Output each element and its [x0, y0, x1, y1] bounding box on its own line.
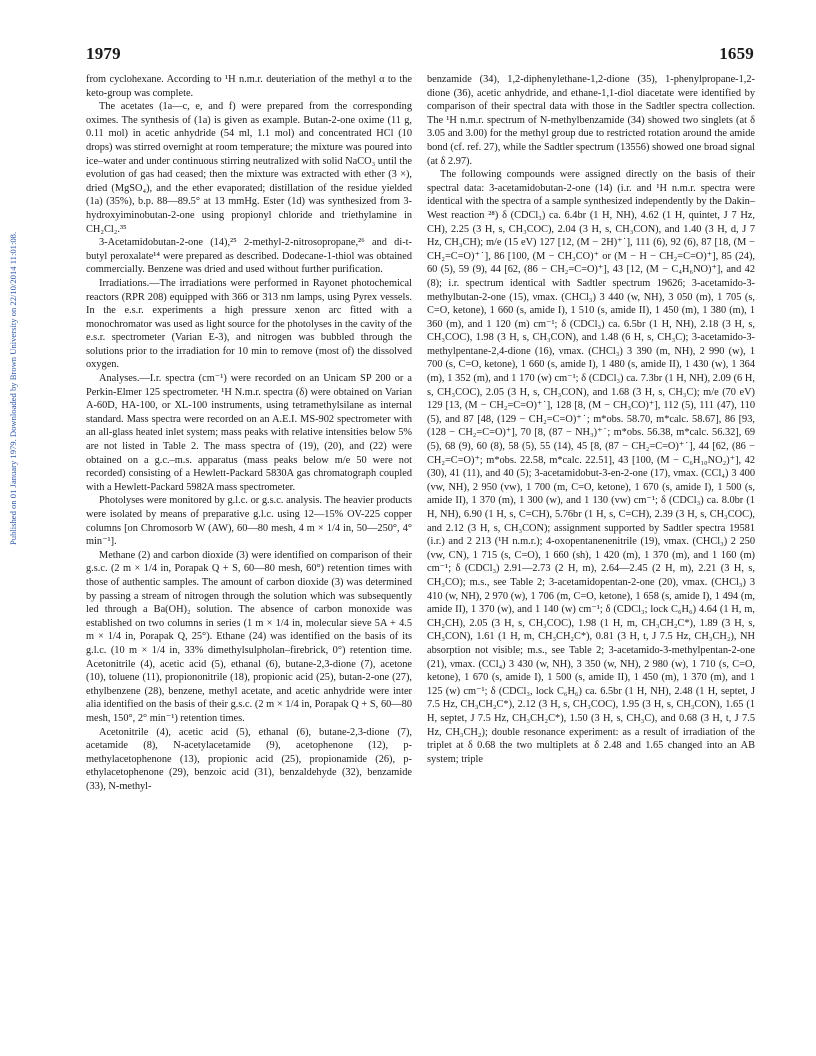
paragraph: from cyclohexane. According to ¹H n.m.r. deuteriation of the methyl α to the keto-group was complete.: [86, 74, 412, 99]
right-column: [427, 73, 755, 766]
paragraph: 3-Acetamidobutan-2-one (14),²⁵ 2-methyl-2-nitrosopropane,²⁶ and di-t-butyl peroxalate¹⁴ were prepared as described. Dodecane-1-thiol was obtained commercially. Benzene was dried and used without further purification.: [86, 237, 412, 276]
paragraph: Methane (2) and carbon dioxide (3) were identified on comparison of their g.s.c. (2 m × 1/4 in, Porapak Q + S, 60—80 mesh, 60°) retention times with those of authentic samples. The amount of carbon dioxide (3) was determined by passing a stream of nitrogen through the solution which was subsequently led through a Ba(OH)₂ solution. The absence of carbon monoxide was established on two columns in series (1 m × 1/4 in, molecular sieve 5A + 4.5 m × 1/4 in, Porapak Q, 25°). Ethane (24) was identified on the basis of its g.l.c. (10 m × 1/4 in, 33% dimethylsulpholan–firebrick, 0°) retention time. Acetonitrile (4), acetic acid (5), ethanal (6), butane-2,3-dione (7), acetone (10), toluene (11), propiononitrile (18), propionic acid (25), butan-2-one (27), ethylbenzene (28), benzene, methyl acetate, and acetic anhydride were inter alia identified on the basis of their g.s.c. (2 m × 1/4 in, Porapak Q + S, 60—80 mesh, 150°, 2° min⁻¹) retention times.: [86, 549, 412, 724]
running-header-year: 1979: [86, 44, 121, 63]
paragraph: The acetates (1a—c, e, and f) were prepared from the corresponding oximes. The synthesis of (1a) is given as example. Butan-2-one oxime (11 g, 0.11 mol) in acetic anhydride (54 ml, 1.1 mol) and concentrated HCl (10 drops) was stirred overnight at room temperature; the mixture was poured into ice–water and under continuous stirring neutralized with solid NaCO₃ until the evolution of gas had ceased; then the mixture was extracted with ether (3 ×), dried (MgSO₄), and the ether evaporated; distillation of the residue yielded (1a) (35%), b.p. 88—89.5° at 13 mmHg. Ester (1d) was synthesized from 3-hydroxyiminobutan-2-one using propionyl chloride and triethylamine in CH₂Cl₂.³⁵: [86, 101, 412, 235]
provenance-watermark: Published on 01 January 1979. Downloaded by Brown University on 22/10/2014 11:01:08.: [8, 231, 18, 545]
paragraph: Irradiations.—The irradiations were performed in Rayonet photochemical reactors (RPR 208) equipped with 366 or 313 nm lamps, using Pyrex vessels. In the e.s.r. experiments a high pressure xenon arc fitted with a monochromator was used as light source for the photolyses in the cavity of the e.s.r. spectrometer (Varian E-3), and nitrogen was bubbled through the solutions prior to the irradiation for 10 min to remove (most of) the dissolved oxygen.: [86, 277, 412, 371]
page-number: 1659: [719, 44, 754, 63]
paragraph: Acetonitrile (4), acetic acid (5), ethanal (6), butane-2,3-dione (7), acetamide (8), N-acetylacetamide (9), acetophenone (12), p-methylacetophenone (13), propionic acid (25), propionamide (26), p-ethylacetophenone (29), benzoic acid (31), benzaldehyde (32), benzamide (33), N-methyl-: [86, 726, 412, 792]
paragraph: benzamide (34), 1,2-diphenylethane-1,2-dione (35), 1-phenylpropane-1,2-dione (36), acetic anhydride, and ethane-1,1-diol diacetate were identified by comparison of their spectral data with those in the Sadtler spectra collection. The ¹H n.m.r. spectrum of N-methylbenzamide (34) showed two singlets (at δ 3.05 and 3.00) for the methyl group due to restricted rotation around the amide bond (cf. ref. 27), while the Sadtler spectrum (13556) showed one broad signal (at δ 2.97).: [427, 74, 755, 167]
paragraph: Photolyses were monitored by g.l.c. or g.s.c. analysis. The heavier products were isolated by means of preparative g.l.c. using 12—15% OV-225 copper columns [on Chromosorb W (AW), 60—80 mesh, 4 m × 1/4 in, 50—250°, 4° min⁻¹].: [86, 495, 412, 548]
paragraph: Analyses.—I.r. spectra (cm⁻¹) were recorded on an Unicam SP 200 or a Perkin-Elmer 125 spectrometer. ¹H N.m.r. spectra (δ) were obtained on Varian A-60D, HA-100, or XL-100 instruments, using tetramethylsilane as internal standard. Mass spectra were recorded on an A.E.I. MS-902 spectrometer with an all-glass heated inlet system; mass peaks with relative intensities below 5% are not listed in Table 2. The mass spectra of (19), (20), and (22) were obtained on a g.c.–m.s. apparatus (mass peaks below m/e 50 were not recorded) consisting of a Hewlett-Packard 5830A gas chromatograph coupled with a Hewlett-Packard 5982A mass spectrometer.: [86, 373, 412, 493]
paragraph: The following compounds were assigned directly on the basis of their spectral data: 3-acetamidobutan-2-one (14) (i.r. and ¹H n.m.r. spectra were identical with the spectra of a sample synthesized independently by the Dakin–West reaction ²⁸) δ (CDCl₃) ca. 6.4br (1 H, NH), 4.62 (1 H, quintet, J 7 Hz, CH), 2.25 (3 H, s, CH₃COC), 2.04 (3 H, s, CH₃CON), and 1.40 (3 H, d, J 7 Hz, CH₃CH); m/e (15 eV) 127 [12, (M − 2H)⁺˙], 111 (6), 92 (6), 87 [18, (M − CH₂=C=O)⁺˙], 86 [100, (M − CH₃CO)⁺ or (M − H − CH₂=C=O)⁺], 85 (24), 60 (5), 59 (9), 44 [62, (86 − CH₂=C=O)⁺], 43 [12, (M − C₄H₆NO)⁺], and 42 (8); i.r. spectrum identical with Sadtler spectrum 19626; 3-acetamido-3-methylbutan-2-one (15), νmax. (CHCl₃) 3 440 (w, NH), 3 050 (m), 1 705 (s, C=O, ketone), 1 660 (s, amide I), 1 510 (s, amide II), 1 450 (m), 1 380 (m), 1 360 (m), and 1 120 (m) cm⁻¹; δ (CDCl₃) ca. 6.5br (1 H, NH), 2.18 (3 H, s, CH₃COC), 1.98 (3 H, s, CH₃CON), and 1.48 (6 H, s, CH₃C); 3-acetamido-3-methylpentane-2,4-dione (16), νmax. (CHCl₃) 3 390 (m, NH), 2 990 (w), 1 700 (s, C=O, ketone), 1 660 (s, amide I), 1 480 (s, amide II), 1 430 (w), 1 364 (m), 1 352 (m), and 1 170 (w) cm⁻¹; δ (CDCl₃) ca. 7.3br (1 H, NH), 2.09 (6 H, s, CH₃COC), 2.05 (3 H, s, CH₃CON), and 1.68 (3 H, s, CH₃C); m/e (70 eV) 129 [13, (M − CH₂=C=O)⁺˙], 128 [8, (M − CH₃CO)⁺], 112 (5), 111 (47), 110 (5), and 87 [48, (129 − CH₂=C=O)⁺˙; m*obs. 58.70, m*calc. 58.67], 86 [93, (128 − CH₂=C=O)⁺], 70 [8, (87 − NH₃)⁺˙; m*obs. 56.38, m*calc. 56.32], 69 (5), 68 (9), 60 (8), 58 (5), 55 (14), 45 [8, (87 − CH₂=C=O)⁺˙], 44 [62, (86 − CH₂=C=O)⁺; m*obs. 22.58, m*calc. 22.51], 43 [100, (M − C₆H₁₀NO₂)⁺], 42 (30), 41 (11), and 40 (5); 3-acetamidobut-3-en-2-one (17), νmax. (CCl₄) 3 400 (vw, NH), 2 950 (vw), 1 700 (m, C=O, ketone), 1 670 (s, amide I), 1 500 (s, amide II), 1 370 (m), 1 300 (w), and 1 130 (vw) cm⁻¹; δ (CDCl₃) ca. 8.0br (1 H, NH), 6.90 (1 H, s, C=CH), 5.76br (1 H, s, C=CH), 2.39 (3 H, s, CH₃COC), and 2.12 (3 H, s, CH₃CON); assignment supported by Sadtler spectra 19581 (i.r.) and 2 213 (¹H n.m.r.); 4-oxopentanenenitrile (19), νmax. (CHCl₃) 2 250 (vw, CN), 1 715 (s, C=O), 1 660 (sh), 1 420 (m), 1 370 (m), and 1 160 (m) cm⁻¹; δ (CDCl₃) 2.91—2.73 (2 H, m), 2.64—2.45 (2 H, m), 2.21 (3 H, s, CH₃CO); m.s., see Table 2; 3-acetamidopentan-2-one (20), νmax. (CHCl₃) 3 410 (w, NH), 2 970 (w), 1 706 (m, C=O, ketone), 1 658 (s, amide I), 1 494 (m, amide II), 1 370 (w), and 1 140 (w) cm⁻¹; δ (CDCl₃; lock C₆H₆) 4.64 (1 H, m, CH₂CH), 2.05 (3 H, s, CH₃COC), 1.98 (1 H, m, CH₃CH₂C*), 1.89 (3 H, s, CH₃CON), 1.61 (1 H, m, CH₃CH₂C*), 0.81 (3 H, t, J 7.5 Hz, CH₃CH₂), NH absorption not visible; m.s., see Table 2; 3-acetamido-3-methylpentan-2-one (21), νmax. (CCl₄) 3 430 (w, NH), 3 350 (w, NH), 2 980 (w), 1 710 (s, C=O, ketone), 1 670 (s, amide I), 1 500 (s, amide II), 1 450 (m), 1 370 (m), and 1 125 (w) cm⁻¹; δ (CDCl₃, lock C₆H₆) ca. 6.5br (1 H, NH), 2.48 (1 H, septet, J 7.5 Hz, CH₃CH₂C*), 2.12 (3 H, s, CH₃COC), 1.95 (3 H, s, CH₃CON), 1.65 (1 H, septet, J 7.5 Hz, CH₃CH₂C*), 1.50 (3 H, s, CH₃C), and 0.68 (3 H, t, J 7.5 Hz, CH₃CH₂); double resonance experiment: as a result of irradiation of the triplet at δ 0.68 the two multiplets at δ 2.48 and 1.65 changed into an AB system; triple: [427, 169, 755, 765]
left-column: [86, 73, 412, 793]
